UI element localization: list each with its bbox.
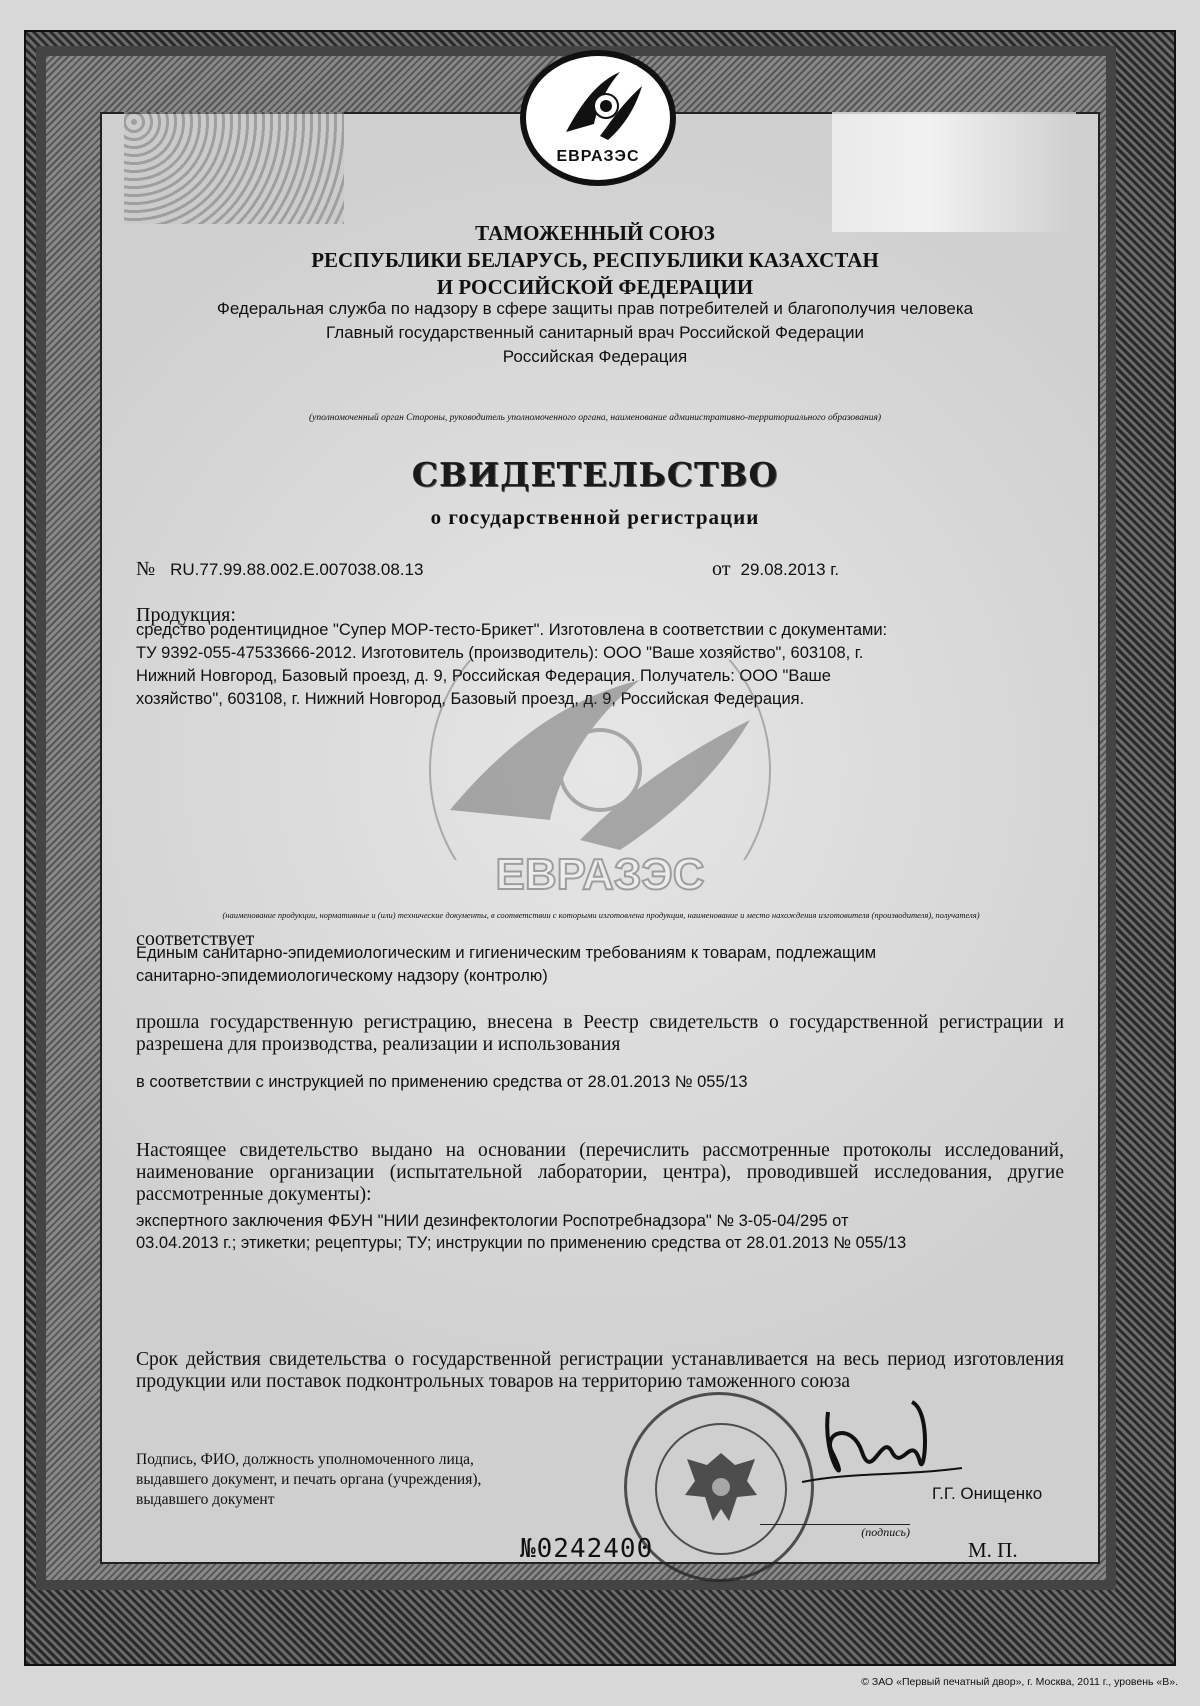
- security-pattern-right: [832, 112, 1076, 232]
- union-title-line2: РЕСПУБЛИКИ БЕЛАРУСЬ, РЕСПУБЛИКИ КАЗАХСТАН: [311, 248, 879, 272]
- date-label: от: [712, 558, 731, 580]
- signer-name: Г.Г. Онищенко: [932, 1484, 1043, 1503]
- certificate-number: RU.77.99.88.002.Е.007038.08.13: [170, 560, 424, 579]
- product-label: Продукция:: [136, 604, 236, 626]
- watermark-logo-text: ЕВРАЗЭС: [495, 850, 705, 899]
- stamp-place-label: М. П.: [968, 1538, 1018, 1562]
- validity-text: Срок действия свидетельства о государственной регистрации устанавливается на весь период изготовления продукции или поставок подконтрольных товаров на территорию таможенного союза: [136, 1349, 1064, 1392]
- authority-line3: Российская Федерация: [502, 347, 688, 366]
- blank-serial-number: №0242400: [520, 1534, 654, 1564]
- authority-line2: Главный государственный санитарный врач Российской Федерации: [326, 323, 864, 342]
- signature-caption-line1: Подпись, ФИО, должность уполномоченного лица,: [136, 1451, 474, 1468]
- union-title-line1: ТАМОЖЕННЫЙ СОЮЗ: [475, 221, 715, 245]
- conformity-line2: санитарно-эпидемиологическому надзору (контролю): [136, 967, 548, 985]
- watermark-logo-icon: [410, 660, 790, 860]
- signature-caption-line3: выдавшего документ: [136, 1491, 275, 1508]
- signature-caption-line2: выдавшего документ, и печать органа (учреждения),: [136, 1471, 482, 1488]
- product-line2: ТУ 9392-055-47533666-2012. Изготовитель (производитель): ООО "Ваше хозяйство", 603108, г.: [136, 644, 864, 662]
- security-pattern-left: [124, 112, 344, 224]
- emblem-logo-text: ЕВРАЗЭС: [556, 148, 640, 165]
- certificate-date-row: [712, 558, 839, 581]
- printer-footnote: © ЗАО «Первый печатный двор», г. Москва, 2011 г., уровень «В».: [861, 1676, 1178, 1688]
- signature-line-caption: (подпись): [760, 1524, 910, 1540]
- union-title-line3: И РОССИЙСКОЙ ФЕДЕРАЦИИ: [436, 275, 754, 299]
- eurasec-watermark: [410, 660, 790, 920]
- document-subtitle: о государственной регистрации: [430, 505, 760, 529]
- basis-line1: экспертного заключения ФБУН "НИИ дезинфектологии Роспотребнадзора" № 3-05-04/295 от: [136, 1212, 849, 1230]
- product-caption: (наименование продукции, нормативные и (или) технические документы, в соответствии с которыми изготовлена продукция, наименование и место нахождения изготовителя (производителя), получателя): [222, 910, 980, 920]
- basis-text: Настоящее свидетельство выдано на основании (перечислить рассмотренные протоколы исследований, наименование организации (испытательной лаборатории, центра), проводившей исследования, другие рассмотренные документы):: [136, 1140, 1064, 1205]
- basis-line2: 03.04.2013 г.; этикетки; рецептуры; ТУ; инструкции по применению средства от 28.01.2013 № 055/13: [136, 1234, 907, 1252]
- authority-caption: (уполномоченный орган Стороны, руководитель уполномоченного органа, наименование административно-территориального образования): [308, 413, 882, 423]
- product-line3: Нижний Новгород, Базовый проезд, д. 9, Российская Федерация. Получатель: ООО "Ваше: [136, 667, 831, 685]
- certificate-number-row: [136, 558, 1066, 581]
- conformity-label: соответствует: [136, 928, 255, 950]
- eurasec-logo-icon: [560, 66, 648, 146]
- number-label: №: [136, 558, 156, 580]
- certificate-date: 29.08.2013 г.: [740, 560, 840, 579]
- signature-caption: [136, 1450, 656, 1510]
- conformity-line1: Единым санитарно-эпидемиологическим и гигиеническим требованиям к товарам, подлежащим: [136, 944, 877, 962]
- product-line1: средство родентицидное "Супер МОР-тесто-Брикет". Изготовлена в соответствии с документами:: [136, 621, 888, 639]
- authority-line1: Федеральная служба по надзору в сфере защиты прав потребителей и благополучия человека: [216, 299, 974, 318]
- registration-text: прошла государственную регистрацию, внесена в Реестр свидетельств о государственной регистрации и разрешена для производства, реализации и использования: [136, 1012, 1064, 1055]
- product-line4: хозяйство", 603108, г. Нижний Новгород, Базовый проезд, д. 9, Российская Федерация.: [136, 690, 805, 708]
- eurasec-emblem: [520, 50, 676, 186]
- registration-instruction: в соответствии с инструкцией по применению средства от 28.01.2013 № 055/13: [136, 1073, 748, 1091]
- document-title: СВИДЕТЕЛЬСТВО: [411, 455, 779, 494]
